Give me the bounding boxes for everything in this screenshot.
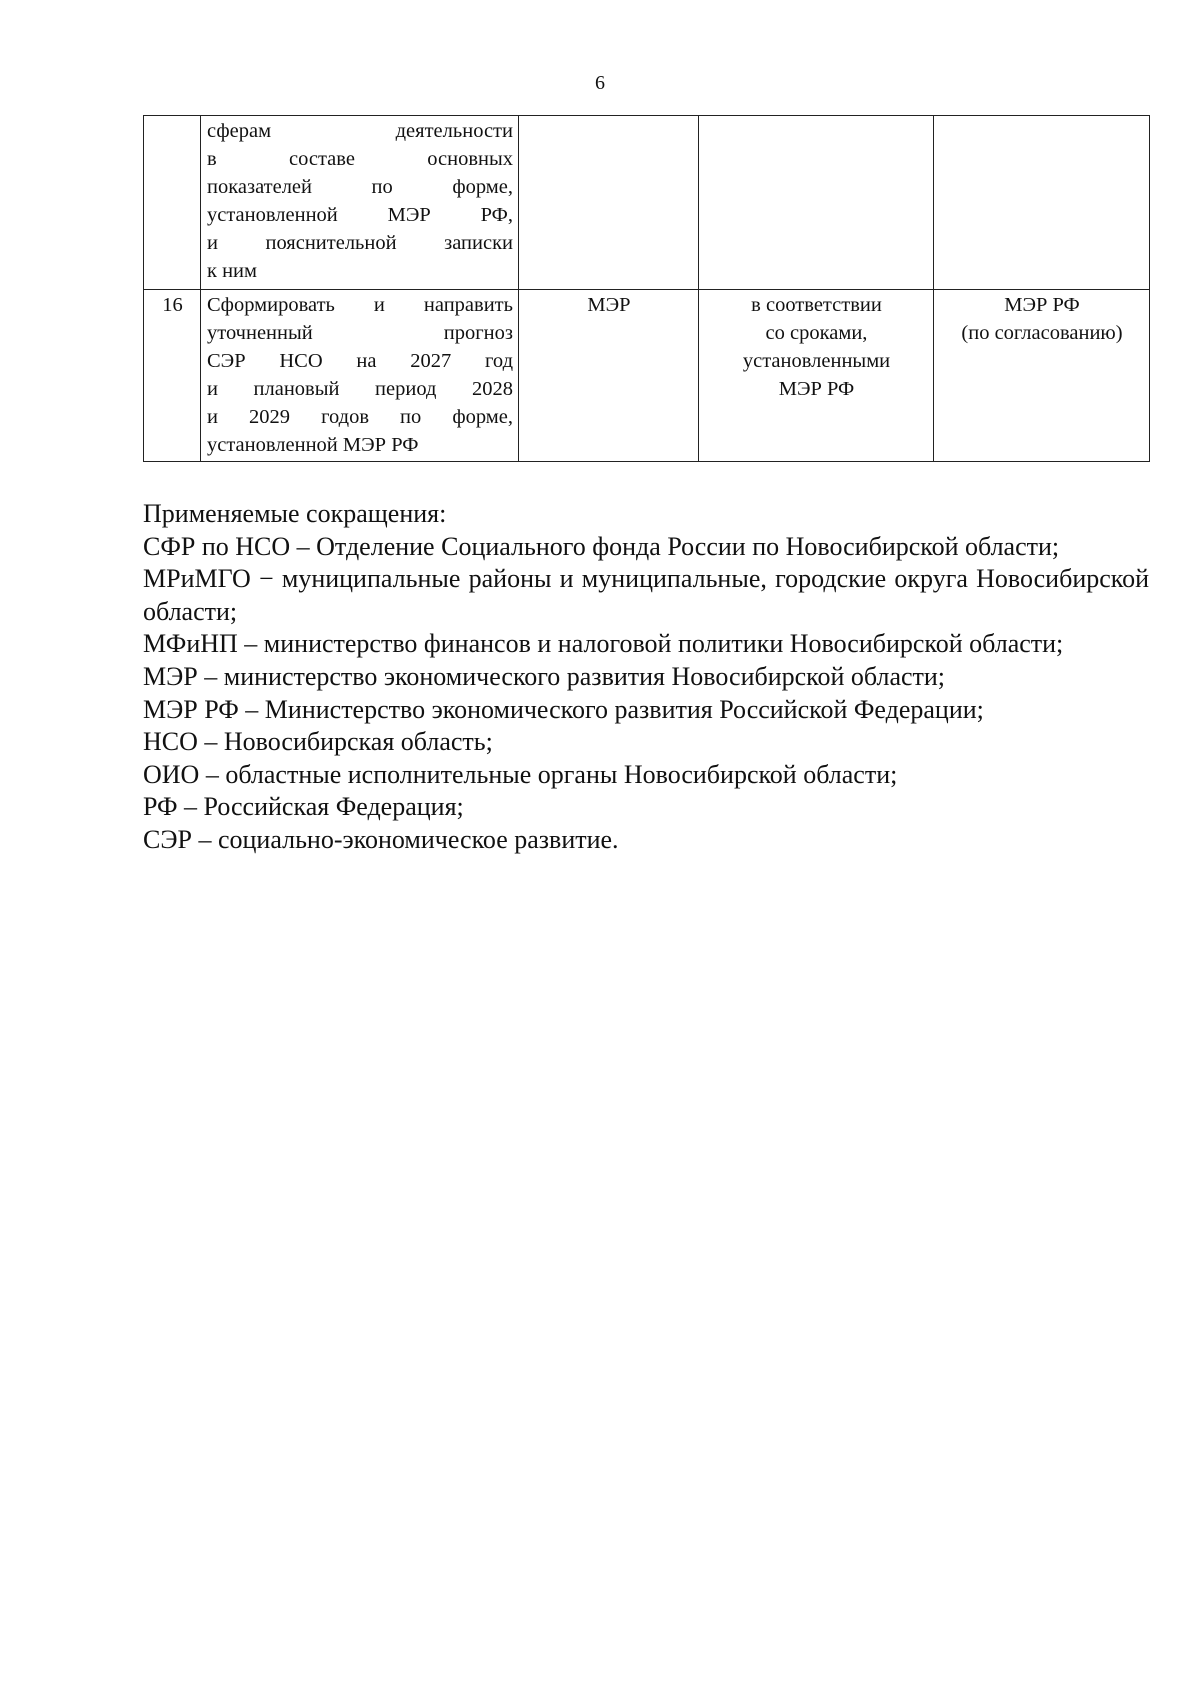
table-row-16 <box>144 290 1150 462</box>
abbreviations-section <box>143 498 1149 857</box>
task-line: уточненный прогноз <box>207 322 513 344</box>
abbreviation-item: МРиМГО − муниципальные районы и муниципальные, городские округа Новосибирской области; <box>143 564 1149 626</box>
abbreviation-item: РФ – Российская Федерация; <box>143 792 464 822</box>
row-number-cell <box>144 116 201 290</box>
task-line: в составе основных <box>207 148 513 170</box>
coexecutors-cell <box>934 290 1150 462</box>
row-number-cell: 16 <box>144 290 201 462</box>
abbreviation-item: СФР по НСО – Отделение Социального фонда России по Новосибирской области; <box>143 531 1060 561</box>
task-line: Сформировать и направить <box>207 294 513 316</box>
deadline-cell <box>699 116 934 290</box>
abbreviation-item: МЭР – министерство экономического развития Новосибирской области; <box>143 661 946 691</box>
abbreviation-item: ОИО – областные исполнительные органы Новосибирской области; <box>143 759 898 789</box>
task-line: к ним <box>207 260 257 282</box>
deadline-line: в соответствии <box>751 294 882 316</box>
responsible-cell <box>519 116 699 290</box>
task-line: установленной МЭР РФ <box>207 434 419 456</box>
abbreviation-item: МФиНП – министерство финансов и налоговой политики Новосибирской области; <box>143 629 1064 659</box>
task-line: СЭР НСО на 2027 год <box>207 350 513 372</box>
task-cell <box>201 290 519 462</box>
table-row-continued <box>144 116 1150 290</box>
coexecutors-cell <box>934 116 1150 290</box>
abbreviation-item: МЭР РФ – Министерство экономического развития Российской Федерации; <box>143 694 984 724</box>
task-line: установленной МЭР РФ, <box>207 204 513 226</box>
page-number: 6 <box>595 72 605 94</box>
deadline-line: со сроками, <box>765 322 868 344</box>
deadline-line: МЭР РФ <box>778 378 855 400</box>
task-line: сферам деятельности <box>207 120 513 142</box>
responsible-cell: МЭР <box>519 290 699 462</box>
abbreviation-item: СЭР – социально-экономическое развитие. <box>143 824 619 854</box>
plan-table <box>143 115 1150 462</box>
abbreviation-item: НСО – Новосибирская область; <box>143 727 493 757</box>
abbreviations-title: Применяемые сокращения: <box>143 499 447 528</box>
task-line: и 2029 годов по форме, <box>207 406 513 428</box>
deadline-cell <box>699 290 934 462</box>
deadline-line: установленными <box>742 350 891 372</box>
coexecutor-line: (по согласованию) <box>961 322 1123 344</box>
task-line: и пояснительной записки <box>207 232 513 254</box>
task-line: и плановый период 2028 <box>207 378 513 400</box>
coexecutor-line: МЭР РФ <box>1004 294 1080 316</box>
task-line: показателей по форме, <box>207 176 513 198</box>
task-cell <box>201 116 519 290</box>
